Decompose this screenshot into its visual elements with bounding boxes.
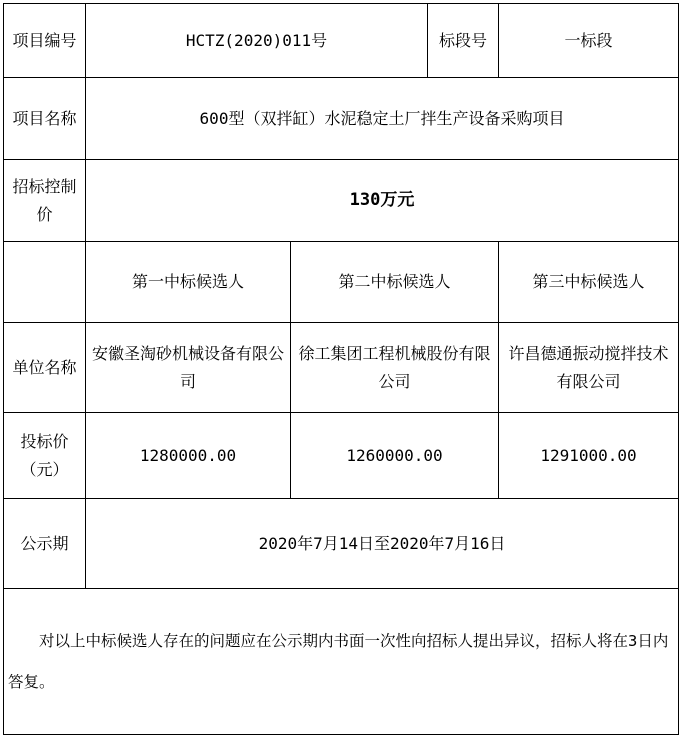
control-price-label: 招标控制价 (4, 160, 86, 242)
project-number-value: HCTZ(2020)011号 (86, 4, 428, 78)
company-name-label: 单位名称 (4, 323, 86, 413)
candidate-rank-header-1: 第一中标候选人 (86, 242, 291, 323)
candidate-rank-header-2: 第二中标候选人 (291, 242, 499, 323)
company-name-value-1: 安徽圣淘砂机械设备有限公司 (86, 323, 291, 413)
bid-announcement-table (3, 3, 679, 735)
project-name-label: 项目名称 (4, 78, 86, 160)
bid-price-value-3: 1291000.00 (499, 413, 679, 499)
control-price-value: 130万元 (86, 160, 679, 242)
bid-price-value-2: 1260000.00 (291, 413, 499, 499)
publicity-period-value: 2020年7月14日至2020年7月16日 (86, 499, 679, 589)
bid-price-value-1: 1280000.00 (86, 413, 291, 499)
company-name-value-3: 许昌德通振动搅拌技术有限公司 (499, 323, 679, 413)
table-row (4, 323, 679, 413)
publicity-period-label: 公示期 (4, 499, 86, 589)
section-number-label: 标段号 (428, 4, 499, 78)
table-row (4, 242, 679, 323)
table-row (4, 78, 679, 160)
table-row (4, 160, 679, 242)
project-name-value: 600型（双拌缸）水泥稳定土厂拌生产设备采购项目 (86, 78, 679, 160)
bid-price-label: 投标价（元） (4, 413, 86, 499)
table-row (4, 499, 679, 589)
company-name-value-2: 徐工集团工程机械股份有限公司 (291, 323, 499, 413)
objection-note: 对以上中标候选人存在的问题应在公示期内书面一次性向招标人提出异议，招标人将在3日内答复。 (4, 589, 679, 735)
table-row (4, 413, 679, 499)
project-number-label: 项目编号 (4, 4, 86, 78)
blank-cell (4, 242, 86, 323)
section-number-value: 一标段 (499, 4, 679, 78)
candidate-rank-header-3: 第三中标候选人 (499, 242, 679, 323)
table-row (4, 4, 679, 78)
table-row (4, 589, 679, 735)
